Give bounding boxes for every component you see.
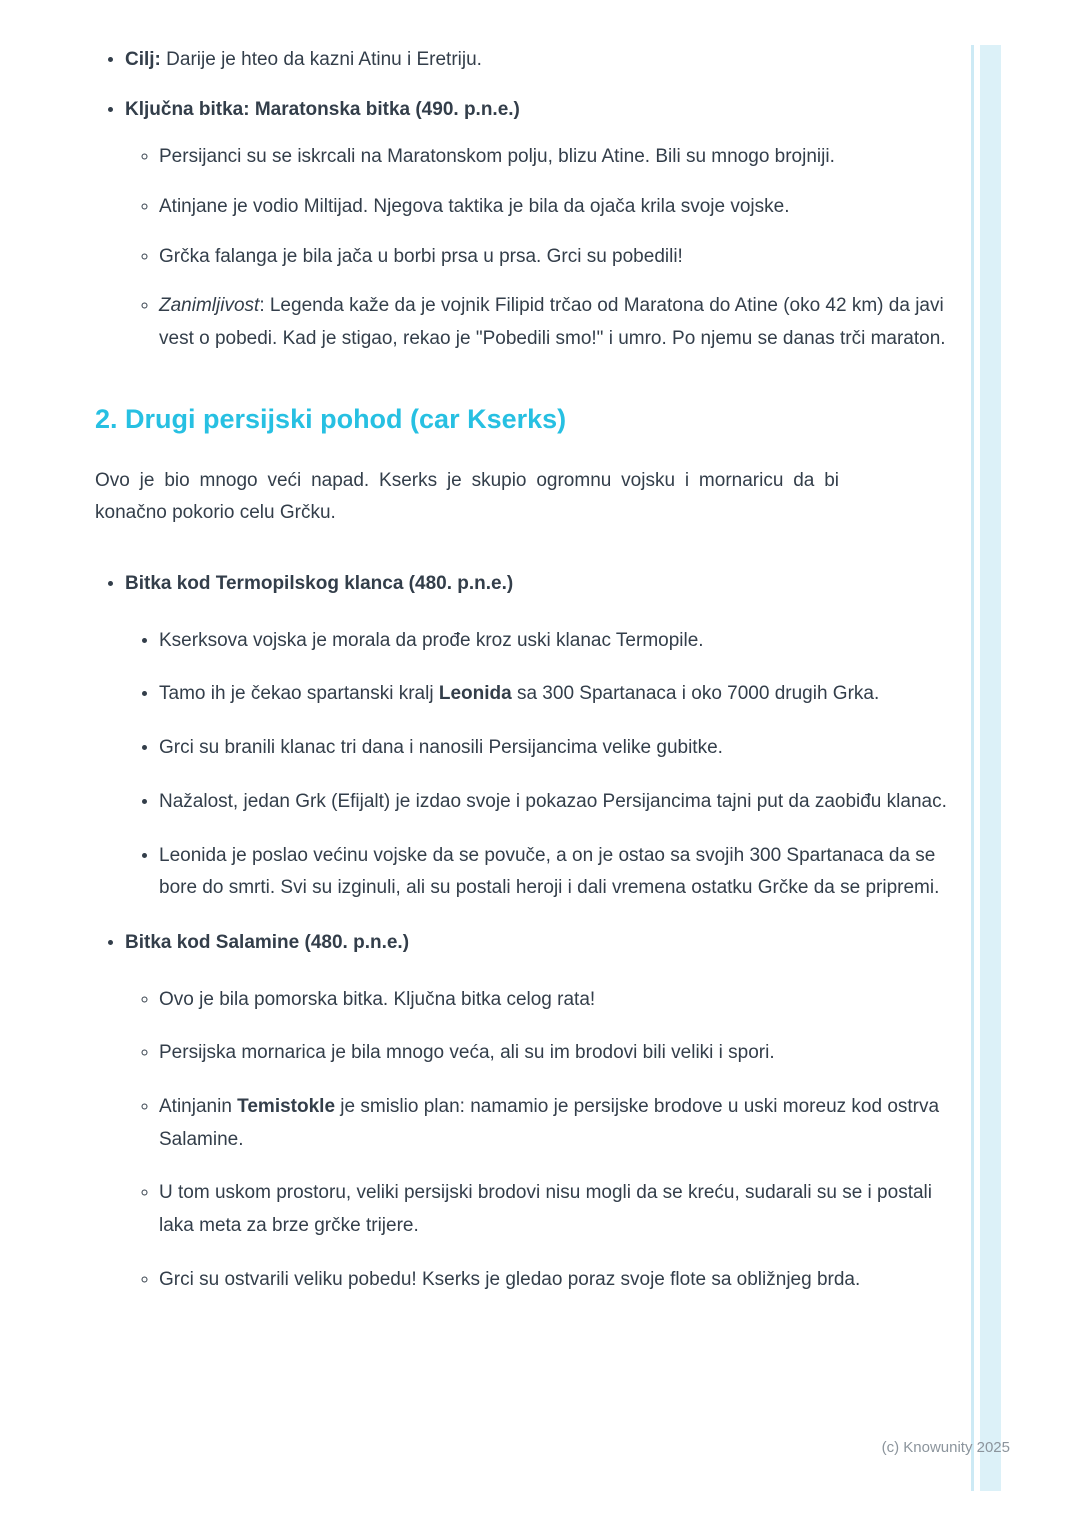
- list-item-cilj: [125, 44, 947, 77]
- item-text: sa 300 Spartanaca i oko 7000 drugih Grka.: [511, 683, 880, 705]
- copyright-footer: (c) Knowunity 2025: [881, 1439, 1010, 1456]
- list-item: [159, 625, 947, 658]
- item-text: Darije je hteo da kazni Atinu i Eretriju.: [160, 49, 482, 70]
- section-intro: Ovo je bio mnogo veći napad. Kserks je skupio ogromnu vojsku i mornaricu da bi konačno pokorio celu Grčku.: [95, 469, 839, 524]
- bold-name: Temistokle: [237, 1095, 336, 1117]
- list-item: [159, 1177, 947, 1242]
- list-item-salamina: [125, 927, 947, 1296]
- list-item: [159, 141, 947, 174]
- italic-lead: Zanimljivost: [159, 295, 260, 317]
- item-text: Kserksova vojska je morala da prođe kroz uski klanac Termopile.: [159, 629, 704, 651]
- item-text: Ovo je bila pomorska bitka. Ključna bitka celog rata!: [159, 988, 596, 1010]
- salamina-sublist: [125, 984, 947, 1297]
- page-edge-line: [971, 45, 974, 1491]
- item-text: Tamo ih je čekao spartanski kralj: [159, 683, 439, 705]
- document-content: [95, 44, 947, 1318]
- battles-list: [95, 568, 947, 1296]
- battle-title: Bitka kod Salamine (480. p.n.e.): [125, 931, 410, 953]
- list-item: [159, 786, 947, 819]
- battle-title: Bitka kod Termopilskog klanca (480. p.n.e.): [125, 573, 514, 595]
- item-text: Atinjane je vodio Miltijad. Njegova taktika je bila da ojača krila svoje vojske.: [159, 196, 790, 218]
- list-item-temistokle: [159, 1091, 947, 1156]
- list-item: [159, 191, 947, 224]
- item-text: Persijska mornarica je bila mnogo veća, ali su im brodovi bili veliki i spori.: [159, 1042, 775, 1064]
- item-text: Nažalost, jedan Grk (Efijalt) je izdao svoje i pokazao Persijancima tajni put da zaobiđu klanac.: [159, 790, 947, 812]
- list-item-kljucna-bitka: [125, 94, 947, 356]
- marathon-sublist: [125, 141, 947, 355]
- item-text: Atinjanin: [159, 1095, 238, 1117]
- list-item-termopili: [125, 568, 947, 905]
- list-item: [159, 840, 947, 905]
- list-item: [159, 1037, 947, 1070]
- section-heading: 2. Drugi persijski pohod (car Kserks): [95, 403, 567, 434]
- battle-title: Ključna bitka: Maratonska bitka (490. p.n.e.): [125, 98, 520, 120]
- item-text: je smislio plan: namamio je persijske brodove u uski moreuz kod ostrva Salamine.: [159, 1095, 940, 1150]
- bold-name: Leonida: [438, 683, 512, 705]
- list-item: [159, 1264, 947, 1297]
- item-text: : Legenda kaže da je vojnik Filipid trčao od Maratona do Atine (oko 42 km) da javi vest o pobedi. Kad je stigao, rekao je "Pobedili smo!" i umro. Po njemu se danas trči maraton.: [159, 295, 946, 350]
- list-item-zanimljivost: [159, 290, 947, 355]
- item-text: U tom uskom prostoru, veliki persijski brodovi nisu mogli da se kreću, sudarali su se i postali laka meta za brze grčke trijere.: [159, 1182, 932, 1236]
- marathon-list: [95, 44, 947, 356]
- list-item: [159, 984, 947, 1017]
- termopili-sublist: [125, 625, 947, 905]
- item-text: Persijanci su se iskrcali na Maratonskom polju, blizu Atine. Bili su mnogo brojniji.: [159, 146, 835, 168]
- item-text: Grčka falanga je bila jača u borbi prsa u prsa. Grci su pobedili!: [159, 245, 683, 267]
- list-item-leonida: [159, 678, 947, 711]
- item-text: Leonida je poslao većinu vojske da se povuče, a on je ostao sa svojih 300 Spartanaca da se bore do smrti. Svi su izginuli, ali su postali heroji i dali vremena ostatku Grčke da se pripremi.: [159, 844, 940, 899]
- bold-lead: Cilj:: [125, 49, 161, 70]
- page-edge-band: [980, 45, 1001, 1491]
- item-text: Grci su branili klanac tri dana i nanosili Persijancima velike gubitke.: [159, 737, 723, 759]
- list-item: [159, 241, 947, 274]
- list-item: [159, 732, 947, 765]
- item-text: Grci su ostvarili veliku pobedu! Kserks je gledao poraz svoje flote sa obližnjeg brda.: [159, 1268, 861, 1290]
